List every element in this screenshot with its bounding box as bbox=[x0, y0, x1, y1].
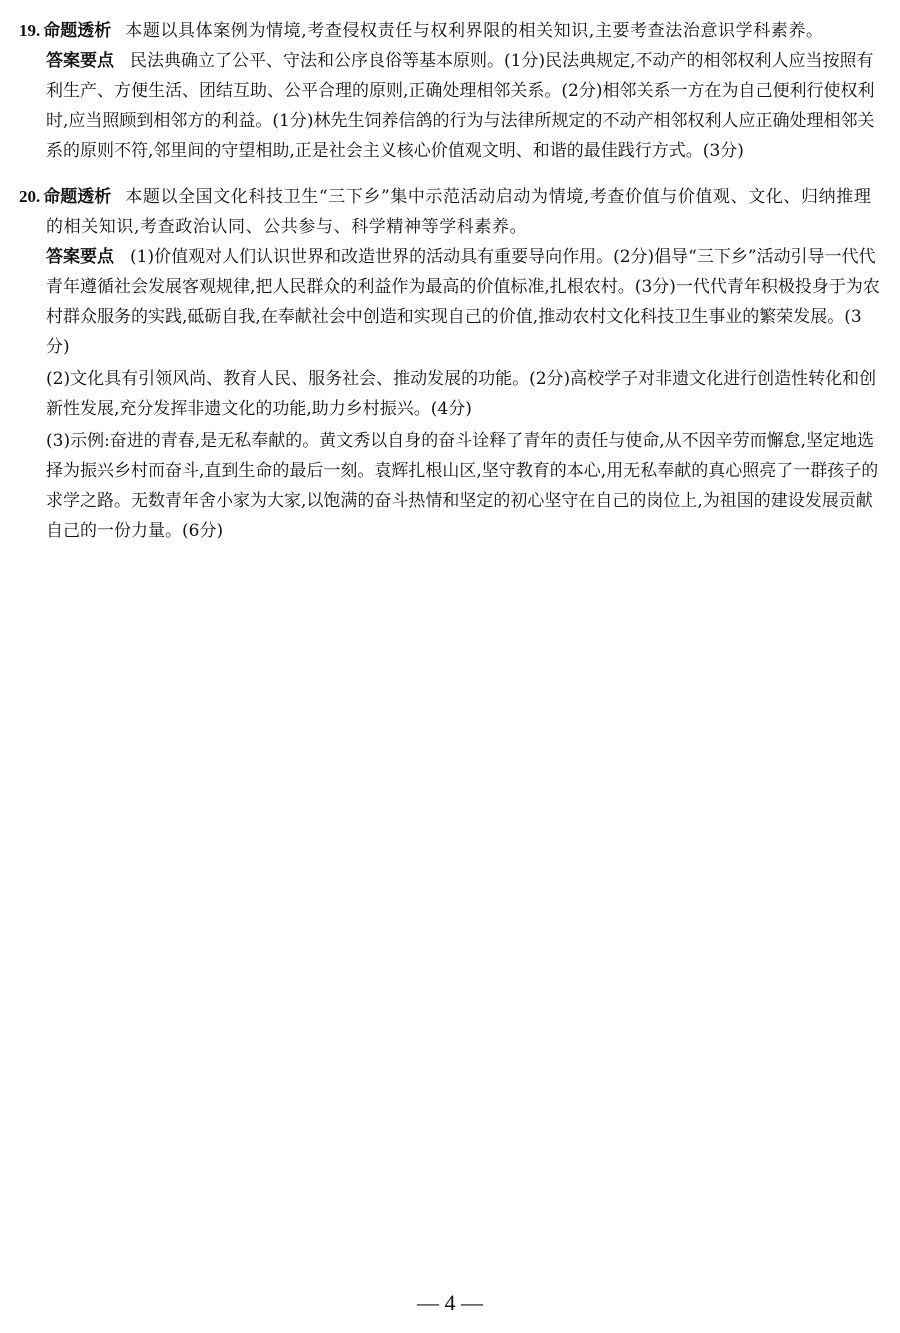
analysis-label: 命题透析 bbox=[43, 187, 112, 207]
answer-label: 答案要点 bbox=[46, 51, 114, 71]
page-number: — 4 — bbox=[417, 1290, 483, 1315]
question-20-answer-part-3: (3)示例:奋进的青春,是无私奉献的。黄文秀以自身的奋斗诠释了青年的责任与使命,从不因辛劳而懈怠,坚定地选择为振兴乡村而奋斗,直到生命的最后一刻。袁辉扎根山区,坚守教育的本心,用无私奉献的真心照亮了一群孩子的求学之路。无数青年舍小家为大家,以饱满的奋斗热情和坚定的初心坚守在自己的岗位上,为祖国的建设发展贡献自己的一份力量。(6分) bbox=[46, 431, 879, 541]
question-19 bbox=[0, 16, 900, 166]
question-20 bbox=[0, 182, 900, 546]
question-20-answer-part-2: (2)文化具有引领风尚、教育人民、服务社会、推动发展的功能。(2分)高校学子对非遗文化进行创造性转化和创新性发展,充分发挥非遗文化的功能,助力乡村振兴。(4分) bbox=[46, 369, 877, 419]
question-20-analysis bbox=[19, 182, 882, 242]
question-number: 20. bbox=[19, 187, 41, 206]
analysis-label: 命题透析 bbox=[43, 21, 112, 41]
analysis-text: 本题以具体案例为情境,考查侵权责任与权利界限的相关知识,主要考查法治意识学科素养。 bbox=[125, 21, 824, 41]
answer-label: 答案要点 bbox=[46, 247, 114, 267]
question-19-answer bbox=[46, 46, 880, 166]
question-number: 19. bbox=[19, 21, 41, 40]
analysis-text: 本题以全国文化科技卫生“三下乡”集中示范活动启动为情境,考查价值与价值观、文化、归纳推理的相关知识,考查政治认同、公共参与、科学精神等学科素养。 bbox=[46, 187, 872, 237]
question-19-analysis bbox=[19, 16, 882, 46]
answer-text: 民法典确立了公平、守法和公序良俗等基本原则。(1分)民法典规定,不动产的相邻权利人应当按照有利生产、方便生活、团结互助、公平合理的原则,正确处理相邻关系。(2分)相邻关系一方在为自己便利行使权利时,应当照顾到相邻方的利益。(1分)林先生饲养信鸽的行为与法律所规定的不动产相邻权利人应正确处理相邻关系的原则不符,邻里间的守望相助,正是社会主义核心价值观文明、和谐的最佳践行方式。(3分) bbox=[46, 51, 875, 161]
answer-text: (1)价值观对人们认识世界和改造世界的活动具有重要导向作用。(2分)倡导“三下乡”活动引导一代代青年遵循社会发展客观规律,把人民群众的利益作为最高的价值标准,扎根农村。(3分)一代代青年积极投身于为农村群众服务的实践,砥砺自我,在奉献社会中创造和实现自己的价值,推动农村文化科技卫生事业的繁荣发展。(3分) bbox=[46, 247, 880, 357]
question-20-answer-part-1 bbox=[46, 242, 880, 362]
